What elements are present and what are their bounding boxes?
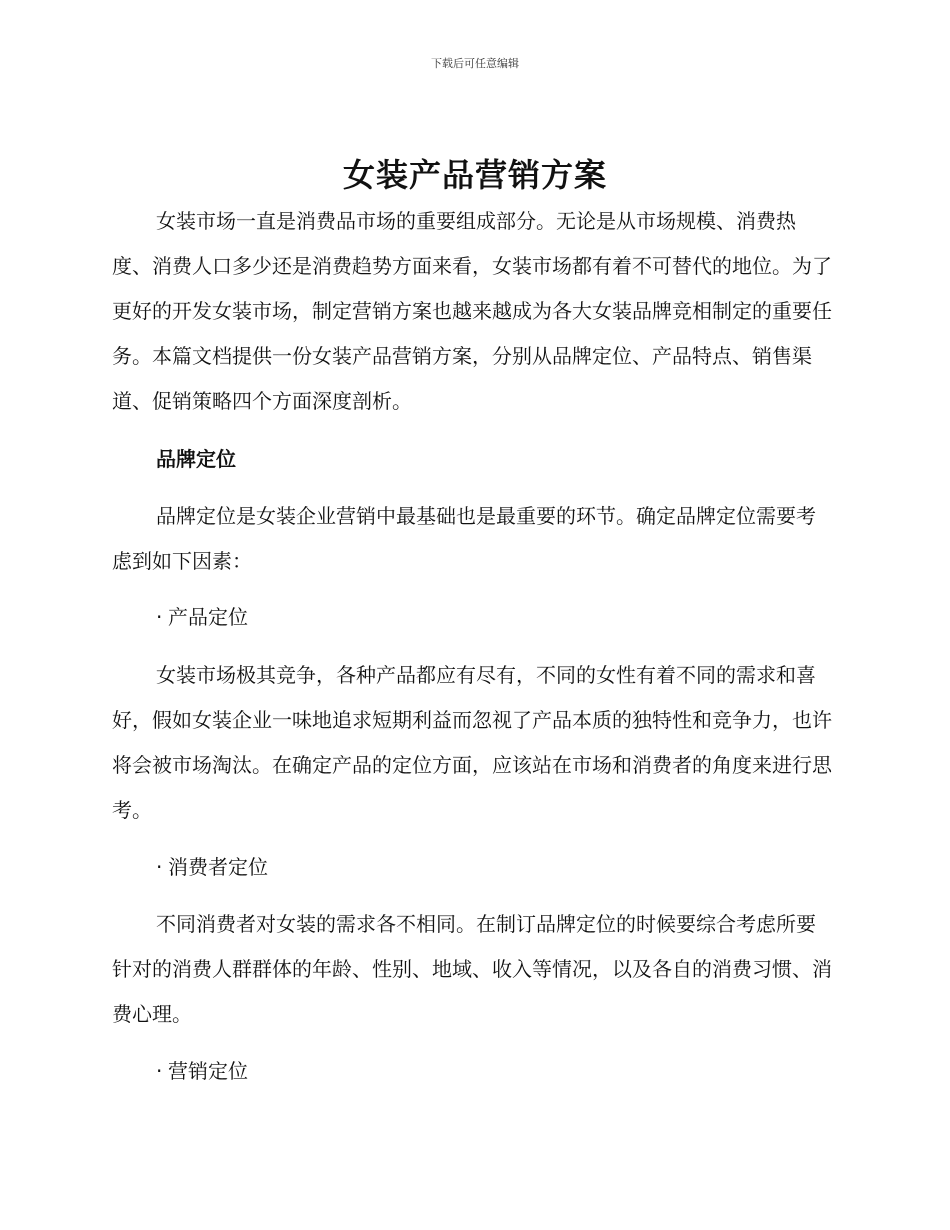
- intro-paragraph: 女装市场一直是消费品市场的重要组成部分。无论是从市场规模、消费热度、消费人口多少还是消费趋势方面来看，女装市场都有着不可替代的地位。为了更好的开发女装市场，制定营销方案也越来越成为各大女装品牌竞相制定的重要任务。本篇文档提供一份女装产品营销方案，分别从品牌定位、产品特点、销售渠道、促销策略四个方面深度剖析。: [112, 209, 832, 413]
- consumer-positioning-paragraph: 不同消费者对女装的需求各不相同。在制订品牌定位的时候要综合考虑所要针对的消费人群群体的年龄、性别、地域、收入等情况，以及各自的消费习惯、消费心理。: [112, 912, 832, 1026]
- bullet-label: 营销定位: [168, 1059, 248, 1083]
- document-title: 女装产品营销方案: [342, 156, 607, 194]
- bullet-marketing-positioning: [156, 1049, 248, 1094]
- bullet-product-positioning: [156, 595, 248, 640]
- bullet-label: 产品定位: [168, 605, 248, 629]
- header-note: 下载后可任意编辑: [431, 57, 519, 70]
- bullet-marker: ·: [156, 1059, 163, 1083]
- section-heading-brand-positioning: 品牌定位: [156, 447, 236, 471]
- bullet-label: 消费者定位: [168, 855, 268, 879]
- bullet-consumer-positioning: [156, 845, 268, 890]
- bullet-marker: ·: [156, 855, 163, 879]
- brand-positioning-paragraph: 品牌定位是女装企业营销中最基础也是最重要的环节。确定品牌定位需要考虑到如下因素：: [112, 504, 816, 573]
- bullet-marker: ·: [156, 605, 163, 629]
- product-positioning-paragraph: 女装市场极其竞争，各种产品都应有尽有，不同的女性有着不同的需求和喜好，假如女装企业一味地追求短期利益而忽视了产品本质的独特性和竞争力，也许将会被市场淘汰。在确定产品的定位方面，应该站在市场和消费者的角度来进行思考。: [112, 663, 832, 822]
